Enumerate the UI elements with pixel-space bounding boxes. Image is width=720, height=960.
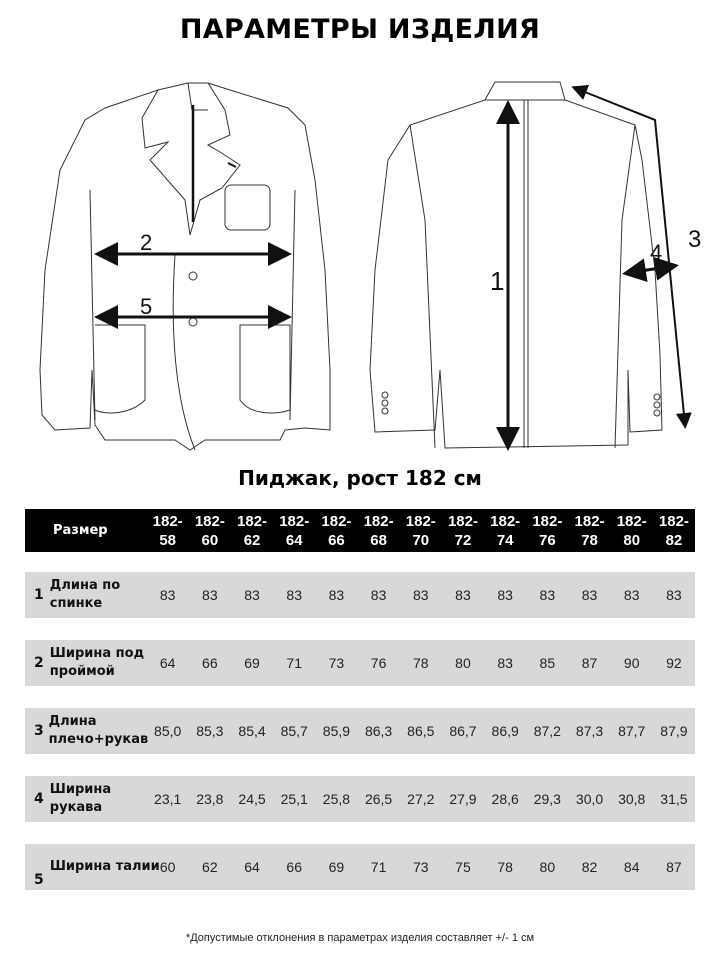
table-cell: 78: [497, 859, 513, 875]
header-size-72: [442, 512, 484, 550]
row-label: Ширина талии: [49, 859, 160, 874]
row-label: Ширина под проймой: [49, 646, 145, 679]
header-size-80: [611, 512, 653, 550]
table-cell: 87: [666, 859, 682, 875]
row-number: 1: [34, 587, 44, 603]
table-cell: 26,5: [364, 791, 393, 807]
header-size-66: [315, 512, 357, 550]
table-cell: 83: [328, 587, 345, 603]
row-number: 4: [34, 791, 44, 807]
table-cell: 78: [412, 655, 429, 671]
table-row: [25, 640, 695, 686]
size-number: 78: [581, 531, 598, 549]
table-cell: 31,5: [660, 791, 688, 807]
table-cell: 92: [666, 655, 682, 671]
row-label: Длина по спинке: [49, 578, 121, 611]
table-cell: 86,3: [364, 723, 393, 739]
size-height: 182-: [574, 512, 605, 530]
table-cell: 80: [539, 859, 556, 875]
table-cell: 83: [370, 587, 387, 603]
table-cell: 75: [455, 859, 471, 875]
table-cell: 83: [159, 587, 176, 603]
label-5: 5: [140, 294, 153, 319]
size-height: 182-: [363, 512, 394, 530]
size-height: 182-: [405, 512, 436, 530]
table-cell: 83: [497, 587, 513, 603]
label-1: 1: [490, 266, 505, 296]
table-cell: 66: [202, 655, 218, 671]
header-size-58: [147, 512, 189, 550]
header-size-62: [231, 512, 273, 550]
product-subtitle: Пиджак, рост 182 см: [238, 466, 482, 490]
size-number: 74: [496, 531, 514, 549]
jacket-measurement-diagram: [30, 70, 710, 460]
header-size-78: [568, 512, 610, 550]
header-size-82: [653, 512, 695, 550]
table-cell: 69: [328, 859, 345, 875]
row-number: 2: [34, 655, 44, 671]
table-cell: 87,7: [618, 723, 646, 739]
table-cell: 82: [581, 859, 598, 875]
table-cell: 85,3: [196, 723, 224, 739]
header-size-68: [358, 512, 400, 550]
jacket-back-drawing: [370, 82, 662, 448]
size-height: 182-: [152, 512, 183, 530]
table-cell: 25,8: [322, 791, 351, 807]
table-cell: 83: [455, 587, 471, 603]
table-cell: 83: [581, 587, 598, 603]
table-cell: 64: [159, 655, 176, 671]
size-number: 68: [370, 531, 387, 549]
table-cell: 23,1: [154, 791, 182, 807]
size-height: 182-: [616, 512, 647, 530]
table-cell: 86,7: [449, 723, 477, 739]
table-cell: 24,5: [238, 791, 266, 807]
table-cell: 87,3: [575, 723, 604, 739]
size-height: 182-: [237, 512, 268, 530]
table-cell: 83: [412, 587, 429, 603]
size-height: 182-: [279, 512, 310, 530]
table-row: [25, 708, 695, 754]
table-cell: 83: [623, 587, 640, 603]
table-cell: 85,7: [280, 723, 308, 739]
measurement-arrow-4: [628, 266, 673, 273]
size-number: 76: [539, 531, 556, 549]
header-size-64: [273, 512, 315, 550]
size-number: 70: [412, 531, 430, 549]
table-cell: 27,2: [407, 791, 435, 807]
header-size-60: [189, 512, 231, 550]
table-cell: 76: [370, 655, 387, 671]
size-number: 58: [159, 531, 176, 549]
table-cell: 86,5: [407, 723, 435, 739]
table-cell: 25,1: [280, 791, 308, 807]
size-height: 182-: [321, 512, 352, 530]
table-cell: 83: [202, 587, 218, 603]
table-cell: 60: [159, 859, 176, 875]
size-height: 182-: [658, 512, 689, 530]
row-label: Ширина рукава: [49, 782, 112, 815]
table-cell: 83: [244, 587, 260, 603]
table-cell: 69: [244, 655, 260, 671]
table-row: [25, 776, 695, 822]
size-number: 62: [243, 531, 261, 549]
table-cell: 23,8: [196, 791, 224, 807]
size-height: 182-: [532, 512, 563, 530]
table-cell: 86,9: [491, 723, 519, 739]
table-cell: 64: [244, 859, 260, 875]
table-cell: 73: [328, 655, 345, 671]
page-title: ПАРАМЕТРЫ ИЗДЕЛИЯ: [179, 14, 541, 45]
size-number: 66: [328, 531, 345, 549]
table-cell: 80: [455, 655, 471, 671]
label-3: 3: [688, 226, 702, 253]
table-cell: 84: [623, 859, 640, 875]
size-number: 64: [285, 531, 303, 549]
label-2: 2: [140, 230, 153, 255]
header-size-70: [400, 512, 442, 550]
measurement-arrow-3: [575, 88, 685, 425]
size-height: 182-: [490, 512, 521, 530]
size-number: 60: [201, 531, 219, 549]
table-cell: 87,2: [533, 723, 561, 739]
jacket-front-drawing: [40, 83, 330, 450]
header-size-label: Размер: [53, 523, 108, 538]
size-height: 182-: [194, 512, 225, 530]
table-cell: 83: [497, 655, 513, 671]
table-cell: 62: [202, 859, 218, 875]
row-number: 5: [34, 872, 44, 888]
table-cell: 83: [286, 587, 302, 603]
label-4: 4: [650, 240, 663, 265]
table-row: [25, 844, 695, 890]
row-label: Длина плечо+рукав: [48, 714, 149, 747]
row-number: 3: [34, 723, 44, 739]
header-size-76: [526, 512, 568, 550]
tolerance-footnote: *Допустимые отклонения в параметрах изделия составляет +/- 1 см: [185, 932, 535, 944]
table-cell: 73: [412, 859, 429, 875]
size-number: 82: [665, 531, 683, 549]
table-cell: 83: [539, 587, 556, 603]
table-cell: 87: [581, 655, 598, 671]
table-cell: 71: [286, 655, 302, 671]
table-cell: 29,3: [533, 791, 561, 807]
table-cell: 85,0: [154, 723, 182, 739]
table-cell: 85,9: [322, 723, 351, 739]
size-number: 80: [623, 531, 641, 549]
table-cell: 28,6: [491, 791, 519, 807]
table-cell: 30,8: [618, 791, 646, 807]
table-header-row: [25, 509, 695, 552]
header-size-74: [484, 512, 526, 550]
table-cell: 85: [539, 655, 556, 671]
table-cell: 71: [370, 859, 387, 875]
table-cell: 30,0: [575, 791, 604, 807]
size-number: 72: [454, 531, 472, 549]
table-cell: 90: [623, 655, 640, 671]
size-height: 182-: [447, 512, 478, 530]
table-cell: 85,4: [238, 723, 266, 739]
table-cell: 66: [286, 859, 302, 875]
table-cell: 83: [666, 587, 682, 603]
size-table: [25, 509, 695, 890]
table-cell: 27,9: [449, 791, 477, 807]
table-row: [25, 572, 695, 618]
table-cell: 87,9: [660, 723, 688, 739]
